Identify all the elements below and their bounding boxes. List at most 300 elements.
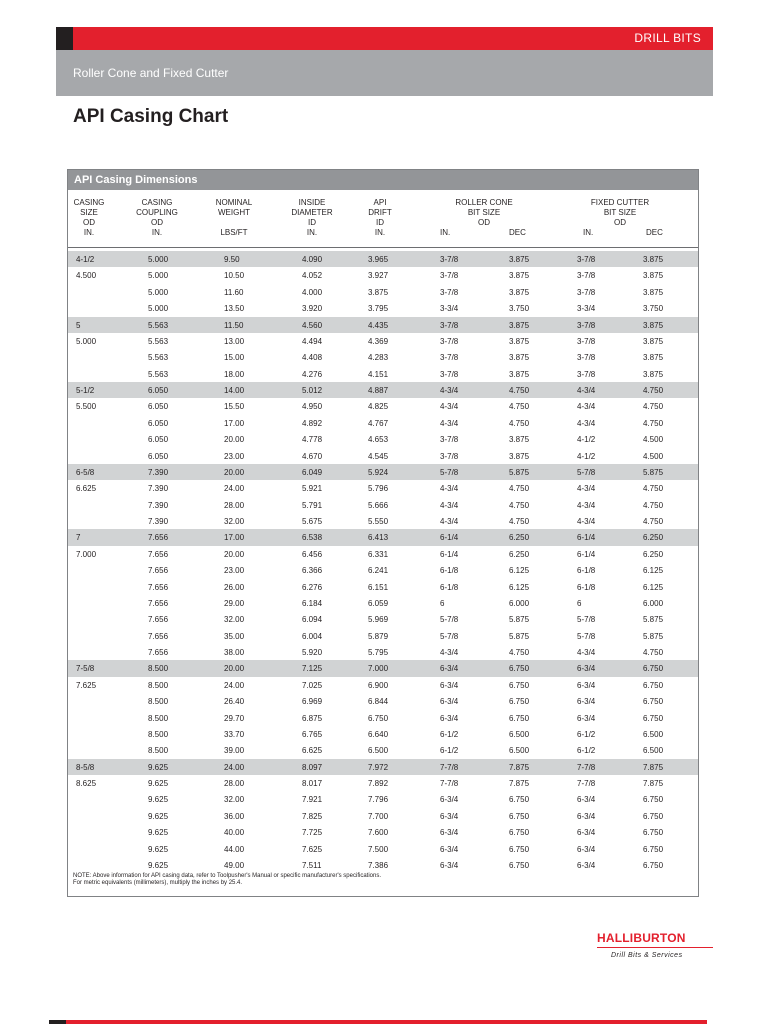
table-cell: 6-1/2 [577, 746, 596, 756]
table-cell: 5.969 [368, 615, 389, 625]
table-cell: 23.00 [224, 451, 245, 461]
footer-bar [49, 1020, 707, 1024]
table-cell: 6-3/4 [440, 844, 459, 854]
table-cell: 5.879 [368, 631, 389, 641]
table-cell: 32.00 [224, 517, 245, 526]
table-cell: 6.750 [643, 795, 664, 805]
table-cell: 6.050 [148, 402, 169, 412]
table-cell: 3.875 [643, 255, 664, 264]
table-cell: 3-7/8 [577, 369, 596, 379]
table-cell: 6.538 [302, 533, 323, 543]
table-cell: 33.70 [224, 729, 245, 739]
table-cell: 49.00 [224, 860, 245, 870]
table-cell: 6.765 [302, 729, 323, 739]
table-cell: 7.875 [509, 779, 530, 788]
header-casing-coupling: CASING COUPLING OD IN. [136, 198, 178, 237]
table-cell: 6 [440, 598, 445, 608]
table-cell: 15.00 [224, 353, 245, 363]
table-cell: 6-3/4 [440, 860, 459, 870]
table-cell: 7.656 [148, 615, 169, 625]
table-cell: 7.656 [148, 631, 169, 641]
table-row [68, 431, 698, 447]
table-cell: 6.844 [368, 697, 389, 707]
table-cell: 8.500 [148, 664, 169, 674]
table-cell: 4-3/4 [577, 517, 596, 526]
table-caption-bar [68, 170, 698, 190]
table-cell: 3.875 [643, 320, 664, 330]
table-cell: 4.750 [643, 402, 664, 412]
table-cell: 3-7/8 [577, 271, 596, 281]
header-api-drift: API DRIFT ID IN. [368, 198, 392, 237]
table-cell: 6.000 [643, 598, 664, 608]
table-cell: 3.875 [509, 320, 530, 330]
table-cell: 6-1/2 [440, 746, 459, 756]
table-cell: 6.750 [368, 713, 389, 723]
table-cell: 13.00 [224, 336, 245, 346]
table-cell: 7.625 [76, 680, 97, 690]
table-cell: 6-1/8 [440, 566, 459, 576]
table-cell: 4-3/4 [577, 500, 596, 510]
table-cell: 4.750 [643, 386, 664, 395]
table-cell: 5.000 [148, 271, 169, 281]
table-row [68, 480, 698, 496]
table-cell: 6.750 [509, 828, 530, 838]
table-cell: 15.50 [224, 402, 245, 412]
table-cell: 6-3/4 [440, 664, 459, 674]
table-row [68, 579, 698, 595]
table-cell: 7.656 [148, 549, 169, 559]
table-cell: 6-1/2 [577, 729, 596, 739]
table-cell: 5.875 [643, 631, 664, 641]
table-cell: 5.000 [148, 304, 169, 314]
logo-divider [597, 947, 713, 948]
table-cell: 4.090 [302, 255, 323, 264]
header-roller-cone: ROLLER CONE BIT SIZE OD [455, 198, 513, 227]
table-cell: 4.750 [643, 484, 664, 494]
header-fixed-cutter: FIXED CUTTER BIT SIZE OD [590, 198, 650, 227]
table-cell: 6-3/4 [577, 680, 596, 690]
table-row [68, 529, 698, 545]
table-cell: 7.656 [148, 598, 169, 608]
table-cell: 28.00 [224, 500, 245, 510]
table-cell: 6 [577, 598, 582, 608]
table-cell: 7.656 [148, 582, 169, 592]
table-cell: 3.875 [368, 287, 389, 297]
table-cell: 6-3/4 [440, 811, 459, 821]
table-cell: 26.40 [224, 697, 245, 707]
table-cell: 44.00 [224, 844, 245, 854]
table-cell: 38.00 [224, 648, 245, 657]
table-cell: 14.00 [224, 386, 245, 395]
table-cell: 3-3/4 [577, 304, 596, 314]
table-cell: 24.00 [224, 680, 245, 690]
table-row [68, 824, 698, 840]
header-rc-in: IN. [440, 228, 451, 237]
table-cell: 5-7/8 [440, 615, 459, 625]
table-cell: 6.500 [509, 746, 530, 756]
table-cell: 7.000 [76, 549, 97, 559]
table-cell: 3-7/8 [577, 255, 596, 264]
table-cell: 6-3/4 [577, 828, 596, 838]
table-cell: 5.666 [368, 500, 389, 510]
table-cell: 5.000 [148, 287, 169, 297]
table-cell: 7.656 [148, 566, 169, 576]
table-cell: 4.950 [302, 402, 323, 412]
table-cell: 3-7/8 [440, 271, 459, 281]
table-cell: 8-5/8 [76, 762, 95, 772]
table-cell: 4.750 [509, 484, 530, 494]
table-cell: 5-7/8 [440, 467, 459, 477]
table-cell: 3.875 [643, 369, 664, 379]
table-cell: 39.00 [224, 746, 245, 756]
table-row [68, 595, 698, 611]
table-cell: 6-1/4 [440, 549, 459, 559]
table-cell: 7.921 [302, 795, 323, 805]
table-cell: 6-3/4 [440, 680, 459, 690]
table-cell: 8.097 [302, 762, 323, 772]
table-cell: 6-3/4 [577, 697, 596, 707]
table-row [68, 857, 698, 873]
table-cell: 23.00 [224, 566, 245, 576]
table-row [68, 513, 698, 529]
table-cell: 7.700 [368, 811, 389, 821]
table-cell: 6-3/4 [440, 697, 459, 707]
table-cell: 4.767 [368, 418, 389, 428]
table-cell: 9.625 [148, 795, 169, 805]
table-cell: 7.511 [302, 860, 322, 870]
table-row [68, 841, 698, 857]
halliburton-logo: HALLIBURTON [597, 931, 686, 945]
table-cell: 6.050 [148, 451, 169, 461]
header-divider [68, 247, 698, 248]
table-cell: 18.00 [224, 369, 245, 379]
table-row [68, 611, 698, 627]
table-cell: 3.875 [509, 336, 530, 346]
table-cell: 6.125 [643, 582, 664, 592]
table-cell: 4.750 [643, 648, 664, 657]
table-cell: 4-3/4 [577, 418, 596, 428]
table-cell: 3-7/8 [440, 369, 459, 379]
table-cell: 4.750 [509, 386, 530, 395]
header-inside-diameter: INSIDE DIAMETER ID IN. [291, 198, 333, 237]
table-cell: 4.283 [368, 353, 389, 363]
table-cell: 4.545 [368, 451, 389, 461]
table-cell: 6.500 [643, 729, 664, 739]
table-cell: 6-3/4 [577, 844, 596, 854]
table-cell: 7.000 [368, 664, 389, 674]
table-cell: 4-1/2 [577, 435, 596, 445]
table-cell: 3-7/8 [440, 353, 459, 363]
table-cell: 4.151 [368, 369, 389, 379]
table-cell: 5.796 [368, 484, 389, 494]
table-cell: 6.059 [368, 598, 389, 608]
table-cell: 17.00 [224, 418, 245, 428]
table-cell: 4-3/4 [440, 500, 459, 510]
header-fc-in: IN. [583, 228, 594, 237]
table-row [68, 267, 698, 283]
table-cell: 6.750 [509, 713, 530, 723]
table-cell: 3.875 [509, 435, 530, 445]
table-cell: 3.795 [368, 304, 389, 314]
table-row [68, 628, 698, 644]
table-cell: 7.796 [368, 795, 389, 805]
table-cell: 6.750 [643, 664, 664, 674]
table-cell: 3.750 [643, 304, 664, 314]
table-cell: 5.921 [302, 484, 323, 494]
table-cell: 5.675 [302, 517, 323, 526]
table-row [68, 562, 698, 578]
table-row [68, 464, 698, 480]
table-cell: 5.563 [148, 336, 169, 346]
table-cell: 26.00 [224, 582, 245, 592]
table-row [68, 448, 698, 464]
table-cell: 7.125 [302, 664, 323, 674]
table-cell: 29.70 [224, 713, 245, 723]
table-cell: 6.875 [302, 713, 323, 723]
table-cell: 6.750 [509, 680, 530, 690]
table-cell: 6.049 [302, 467, 323, 477]
table-cell: 3.875 [509, 353, 530, 363]
table-cell: 4.887 [368, 386, 389, 395]
table-cell: 9.625 [148, 828, 169, 838]
table-cell: 7.625 [302, 844, 323, 854]
table-cell: 4.825 [368, 402, 389, 412]
table-cell: 6.151 [368, 582, 389, 592]
table-row [68, 775, 698, 791]
table-cell: 13.50 [224, 304, 245, 314]
table-row [68, 693, 698, 709]
table-row [68, 251, 698, 267]
table-cell: 4-3/4 [577, 484, 596, 494]
table-cell: 6.050 [148, 435, 169, 445]
table-row [68, 808, 698, 824]
table-cell: 9.625 [148, 779, 169, 788]
table-cell: 5.875 [643, 467, 664, 477]
table-cell: 6.000 [509, 598, 530, 608]
table-cell: 5.920 [302, 648, 323, 657]
table-cell: 6.250 [643, 533, 664, 543]
table-cell: 5.875 [643, 615, 664, 625]
table-cell: 35.00 [224, 631, 245, 641]
table-row [68, 660, 698, 676]
table-cell: 3.927 [368, 271, 389, 281]
table-cell: 9.50 [224, 255, 240, 264]
table-cell: 6.125 [643, 566, 664, 576]
header-rc-dec: DEC [509, 228, 526, 237]
table-row [68, 382, 698, 398]
table-cell: 6-3/4 [440, 795, 459, 805]
table-row [68, 398, 698, 414]
table-cell: 4-3/4 [440, 484, 459, 494]
table-cell: 6.750 [509, 795, 530, 805]
table-cell: 6.625 [76, 484, 97, 494]
table-cell: 6.969 [302, 697, 323, 707]
table-cell: 6.050 [148, 418, 169, 428]
table-cell: 6.050 [148, 386, 169, 395]
table-cell: 4-3/4 [440, 517, 459, 526]
table-cell: 6-5/8 [76, 467, 95, 477]
table-cell: 8.625 [76, 779, 97, 788]
table-cell: 7-7/8 [577, 779, 596, 788]
table-cell: 4.500 [643, 435, 664, 445]
table-cell: 8.500 [148, 697, 169, 707]
table-cell: 4-3/4 [440, 648, 459, 657]
table-cell: 8.500 [148, 746, 169, 756]
table-cell: 20.00 [224, 467, 245, 477]
table-cell: 7.725 [302, 828, 323, 838]
table-cell: 7.390 [148, 484, 169, 494]
table-cell: 24.00 [224, 762, 245, 772]
table-row [68, 710, 698, 726]
table-cell: 20.00 [224, 435, 245, 445]
table-cell: 7-7/8 [577, 762, 596, 772]
table-cell: 9.625 [148, 844, 169, 854]
table-cell: 5-7/8 [577, 467, 596, 477]
section-label: DRILL BITS [634, 31, 701, 45]
table-cell: 3.965 [368, 255, 389, 264]
table-cell: 3-7/8 [440, 320, 459, 330]
table-cell: 7.386 [368, 860, 389, 870]
table-cell: 6.456 [302, 549, 323, 559]
table-row [68, 742, 698, 758]
table-cell: 6.900 [368, 680, 389, 690]
table-cell: 11.50 [224, 320, 244, 330]
table-cell: 9.625 [148, 811, 169, 821]
table-cell: 7.390 [148, 467, 169, 477]
table-cell: 6.640 [368, 729, 389, 739]
table-cell: 4.435 [368, 320, 389, 330]
table-cell: 6.750 [509, 860, 530, 870]
table-cell: 6.500 [643, 746, 664, 756]
table-cell: 4.750 [509, 402, 530, 412]
table-cell: 6.750 [509, 697, 530, 707]
table-cell: 5.563 [148, 320, 169, 330]
table-cell: 6-3/4 [440, 828, 459, 838]
table-cell: 6.250 [643, 549, 664, 559]
table-row [68, 546, 698, 562]
table-cell: 4.494 [302, 336, 323, 346]
table-cell: 40.00 [224, 828, 245, 838]
table-cell: 4.670 [302, 451, 323, 461]
table-cell: 6.331 [368, 549, 389, 559]
table-cell: 7 [76, 533, 81, 543]
table-cell: 6-3/4 [577, 860, 596, 870]
table-cell: 3-7/8 [577, 353, 596, 363]
table-cell: 3.875 [509, 255, 530, 264]
table-cell: 5-7/8 [440, 631, 459, 641]
table-cell: 8.017 [302, 779, 323, 788]
table-cell: 29.00 [224, 598, 245, 608]
table-cell: 5.563 [148, 353, 169, 363]
table-cell: 6-3/4 [577, 664, 596, 674]
table-cell: 4.052 [302, 271, 323, 281]
table-cell: 5.563 [148, 369, 169, 379]
table-cell: 4-3/4 [440, 402, 459, 412]
table-cell: 32.00 [224, 615, 245, 625]
table-cell: 5.875 [509, 615, 530, 625]
table-cell: 6.094 [302, 615, 323, 625]
table-cell: 5-7/8 [577, 631, 596, 641]
table-cell: 4.750 [509, 517, 530, 526]
table-cell: 6.366 [302, 566, 323, 576]
table-cell: 6-3/4 [440, 713, 459, 723]
table-cell: 7.656 [148, 533, 169, 543]
table-note: NOTE: Above information for API casing data, refer to Toolpusher's Manual or specific manufacturer's specifications. For metric equivalents (millimeters), multiply the inches by 25.4. [73, 873, 381, 886]
header-casing-size: CASING SIZE OD IN. [73, 198, 105, 237]
table-cell: 3-7/8 [440, 255, 459, 264]
table-body [68, 251, 698, 873]
table-cell: 3.875 [509, 369, 530, 379]
table-cell: 6.750 [509, 664, 530, 674]
table-cell: 6.500 [509, 729, 530, 739]
table-caption: API Casing Dimensions [74, 174, 198, 186]
table-cell: 6.750 [509, 844, 530, 854]
table-cell: 9.625 [148, 860, 169, 870]
table-cell: 4-3/4 [440, 418, 459, 428]
table-cell: 4.276 [302, 369, 323, 379]
subtitle: Roller Cone and Fixed Cutter [73, 66, 229, 80]
table-cell: 3-3/4 [440, 304, 459, 314]
table-cell: 3.875 [509, 271, 530, 281]
table-cell: 4-3/4 [440, 386, 459, 395]
table-row [68, 284, 698, 300]
table-cell: 3-7/8 [577, 336, 596, 346]
table-cell: 6.750 [643, 844, 664, 854]
table-cell: 36.00 [224, 811, 245, 821]
table-row [68, 333, 698, 349]
table-cell: 6-1/4 [577, 549, 596, 559]
logo-tagline: Drill Bits & Services [611, 952, 683, 959]
table-cell: 4-1/2 [577, 451, 596, 461]
table-cell: 4.000 [302, 287, 323, 297]
table-cell: 3-7/8 [440, 435, 459, 445]
table-cell: 3.875 [643, 287, 664, 297]
table-cell: 4.750 [509, 418, 530, 428]
table-cell: 3-7/8 [440, 336, 459, 346]
table-cell: 7.390 [148, 517, 169, 526]
table-cell: 6.276 [302, 582, 323, 592]
table-cell: 6.750 [643, 697, 664, 707]
table-cell: 5.795 [368, 648, 389, 657]
table-cell: 6-1/8 [577, 566, 596, 576]
table-cell: 7.390 [148, 500, 169, 510]
table-cell: 5-7/8 [577, 615, 596, 625]
table-cell: 4-1/2 [76, 255, 95, 264]
table-cell: 6.750 [643, 713, 664, 723]
table-cell: 5.924 [368, 467, 389, 477]
table-cell: 6.750 [509, 811, 530, 821]
table-cell: 4-3/4 [577, 386, 596, 395]
table-cell: 3-7/8 [577, 320, 596, 330]
table-cell: 3-7/8 [577, 287, 596, 297]
table-row [68, 317, 698, 333]
table-cell: 5.875 [509, 631, 530, 641]
table-cell: 5.012 [302, 386, 323, 395]
table-cell: 5.000 [148, 255, 169, 264]
table-cell: 24.00 [224, 484, 245, 494]
table-cell: 11.60 [224, 287, 244, 297]
table-cell: 4.750 [643, 500, 664, 510]
table-cell: 3.875 [643, 336, 664, 346]
table-cell: 6-1/4 [577, 533, 596, 543]
table-cell: 3.875 [643, 353, 664, 363]
table-cell: 5.550 [368, 517, 389, 526]
table-cell: 5.000 [76, 336, 97, 346]
table-cell: 7.825 [302, 811, 323, 821]
table-cell: 3.875 [509, 287, 530, 297]
table-row [68, 644, 698, 660]
header-nominal-weight: NOMINAL WEIGHT LBS/FT [215, 198, 253, 237]
